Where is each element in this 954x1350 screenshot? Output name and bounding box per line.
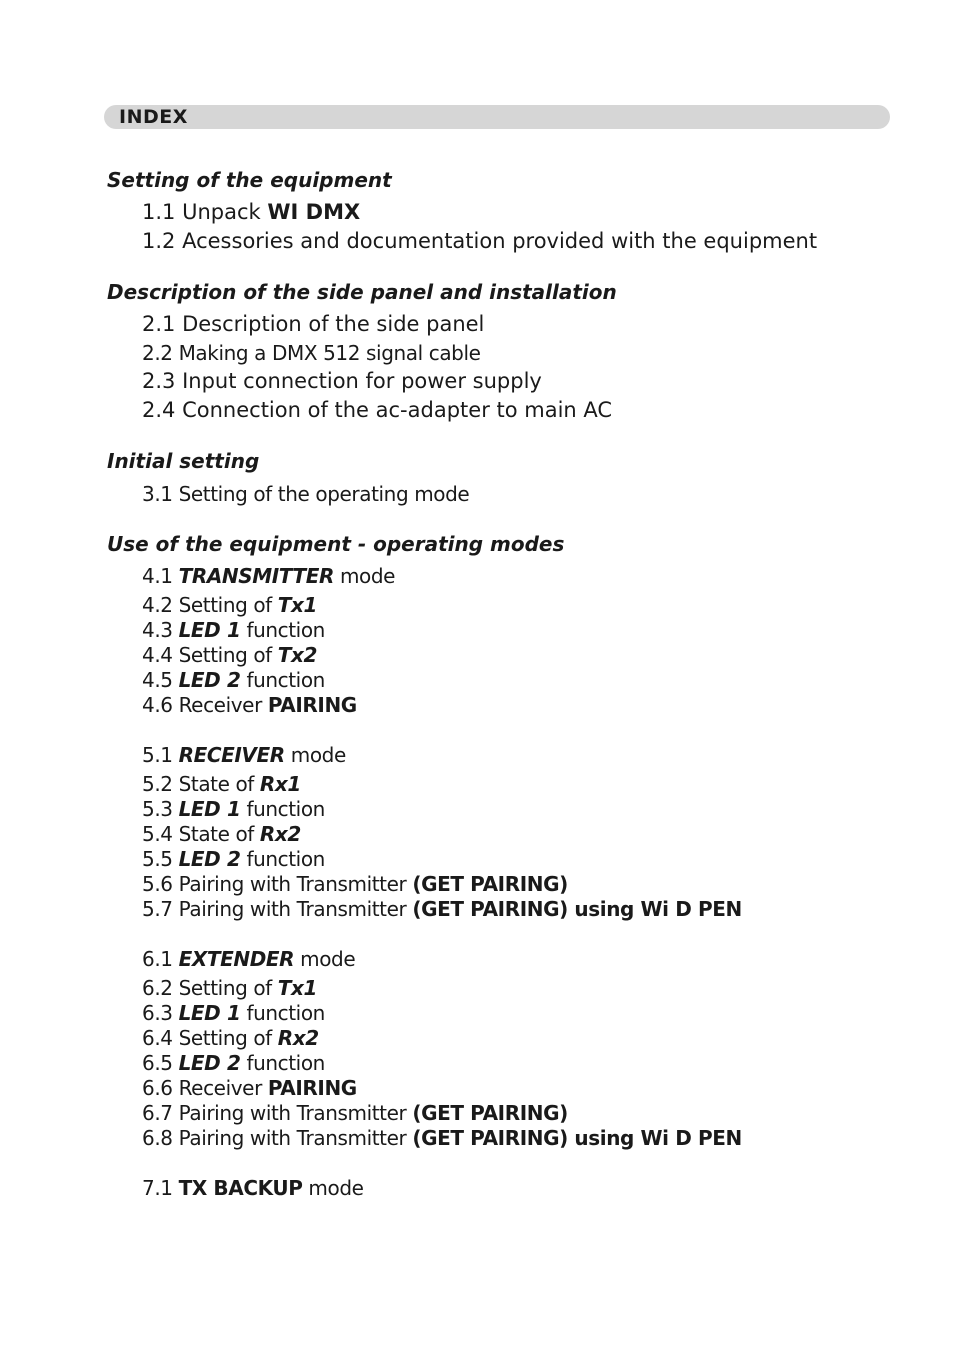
- entry-number: 6.5: [142, 1051, 173, 1075]
- entry-number: 5.4: [142, 822, 173, 846]
- entry-text: function: [246, 797, 325, 821]
- index-header-bar: [104, 105, 890, 129]
- entry-bold: (GET PAIRING): [412, 1101, 568, 1125]
- entry-text: Setting of: [178, 976, 272, 1000]
- entry-number: 7.1: [142, 1176, 173, 1200]
- entry-number: 4.4: [142, 643, 173, 667]
- toc-entry-4-2[interactable]: [142, 593, 317, 617]
- entry-text: function: [246, 668, 325, 692]
- toc-entry-5-7[interactable]: [142, 897, 742, 921]
- entry-number: 5.3: [142, 797, 173, 821]
- entry-text: Making a DMX 512 signal cable: [178, 341, 481, 365]
- toc-entry-5-2[interactable]: [142, 772, 301, 796]
- toc-entry-6-7[interactable]: [142, 1101, 568, 1125]
- entry-emphasis: LED 2: [178, 847, 241, 871]
- entry-number: 5.2: [142, 772, 173, 796]
- section-title-initial: Initial setting: [107, 449, 260, 473]
- entry-text: Pairing with Transmitter: [178, 1126, 407, 1150]
- entry-number: 4.2: [142, 593, 173, 617]
- toc-entry-4-6[interactable]: [142, 693, 357, 717]
- entry-number: 4.3: [142, 618, 173, 642]
- toc-entry-5-3[interactable]: [142, 797, 325, 821]
- toc-entry-6-4[interactable]: [142, 1026, 319, 1050]
- entry-number: 4.6: [142, 693, 173, 717]
- entry-number: 2.1: [142, 312, 176, 336]
- entry-bold: PAIRING: [267, 693, 357, 717]
- entry-text: Setting of: [178, 643, 272, 667]
- entry-text: mode: [339, 564, 396, 588]
- toc-entry-1-1[interactable]: [142, 200, 360, 224]
- entry-text: Receiver: [178, 1076, 262, 1100]
- entry-bold: (GET PAIRING) using Wi D PEN: [412, 1126, 742, 1150]
- toc-entry-1-2[interactable]: [142, 229, 817, 253]
- entry-number: 5.1: [142, 743, 173, 767]
- entry-emphasis: Rx2: [277, 1026, 319, 1050]
- entry-bold: (GET PAIRING): [412, 872, 568, 896]
- entry-number: 6.1: [142, 947, 173, 971]
- entry-emphasis: Tx2: [277, 643, 318, 667]
- entry-text: Pairing with Transmitter: [178, 1101, 407, 1125]
- entry-text: Acessories and documentation provided with the equipment: [182, 229, 818, 253]
- entry-text: function: [246, 1001, 325, 1025]
- entry-text: Unpack: [182, 200, 261, 224]
- entry-text: Setting of the operating mode: [178, 482, 470, 506]
- entry-emphasis: TRANSMITTER: [178, 564, 334, 588]
- entry-number: 5.6: [142, 872, 173, 896]
- entry-number: 2.4: [142, 398, 176, 422]
- entry-emphasis: LED 2: [178, 1051, 241, 1075]
- toc-entry-5-6[interactable]: [142, 872, 568, 896]
- entry-emphasis: Rx2: [259, 822, 301, 846]
- section-title-setting: Setting of the equipment: [107, 168, 392, 192]
- entry-text: Setting of: [178, 1026, 272, 1050]
- toc-entry-7-1[interactable]: [142, 1176, 364, 1200]
- toc-entry-6-1[interactable]: [142, 947, 355, 971]
- toc-entry-6-5[interactable]: [142, 1051, 325, 1075]
- entry-text: State of: [178, 822, 254, 846]
- entry-number: 6.7: [142, 1101, 173, 1125]
- section-title-description: Description of the side panel and installation: [107, 280, 617, 304]
- toc-entry-5-5[interactable]: [142, 847, 325, 871]
- entry-text: Description of the side panel: [182, 312, 485, 336]
- toc-entry-4-5[interactable]: [142, 668, 325, 692]
- entry-text: Connection of the ac-adapter to main AC: [182, 398, 613, 422]
- toc-entry-6-6[interactable]: [142, 1076, 357, 1100]
- toc-entry-5-4[interactable]: [142, 822, 301, 846]
- entry-emphasis: LED 1: [178, 1001, 241, 1025]
- entry-number: 6.8: [142, 1126, 173, 1150]
- entry-number: 6.4: [142, 1026, 173, 1050]
- entry-emphasis: EXTENDER: [178, 947, 295, 971]
- entry-number: 6.3: [142, 1001, 173, 1025]
- toc-entry-2-4[interactable]: [142, 398, 612, 422]
- entry-text: Pairing with Transmitter: [178, 872, 407, 896]
- entry-emphasis: RECEIVER: [178, 743, 285, 767]
- entry-number: 6.2: [142, 976, 173, 1000]
- entry-text: Input connection for power supply: [182, 369, 542, 393]
- toc-entry-6-3[interactable]: [142, 1001, 325, 1025]
- section-title-use: Use of the equipment - operating modes: [107, 532, 565, 556]
- entry-bold: PAIRING: [267, 1076, 357, 1100]
- entry-number: 2.2: [142, 341, 173, 365]
- toc-entry-4-3[interactable]: [142, 618, 325, 642]
- entry-number: 2.3: [142, 369, 176, 393]
- entry-number: 4.5: [142, 668, 173, 692]
- entry-number: 5.5: [142, 847, 173, 871]
- entry-text: mode: [300, 947, 356, 971]
- entry-text: function: [246, 847, 325, 871]
- entry-number: 4.1: [142, 564, 173, 588]
- toc-entry-5-1[interactable]: [142, 743, 346, 767]
- entry-text: mode: [290, 743, 346, 767]
- entry-emphasis: Tx1: [277, 976, 318, 1000]
- toc-entry-2-2[interactable]: [142, 341, 481, 365]
- entry-text: Pairing with Transmitter: [178, 897, 407, 921]
- entry-text: mode: [308, 1176, 364, 1200]
- entry-bold: TX BACKUP: [178, 1176, 303, 1200]
- entry-emphasis: Tx1: [277, 593, 318, 617]
- index-title: INDEX: [119, 106, 188, 128]
- entry-emphasis: LED 1: [178, 797, 241, 821]
- entry-number: 5.7: [142, 897, 173, 921]
- toc-entry-4-1[interactable]: [142, 564, 395, 588]
- entry-number: 6.6: [142, 1076, 173, 1100]
- entry-bold: WI DMX: [267, 200, 361, 224]
- toc-entry-2-1[interactable]: [142, 312, 484, 336]
- toc-entry-3-1[interactable]: [142, 482, 469, 506]
- entry-text: State of: [178, 772, 254, 796]
- entry-text: Setting of: [178, 593, 272, 617]
- toc-entry-4-4[interactable]: [142, 643, 317, 667]
- toc-entry-6-2[interactable]: [142, 976, 317, 1000]
- entry-text: function: [246, 1051, 325, 1075]
- toc-entry-6-8[interactable]: [142, 1126, 742, 1150]
- entry-emphasis: LED 2: [178, 668, 241, 692]
- toc-entry-2-3[interactable]: [142, 369, 542, 393]
- entry-emphasis: Rx1: [259, 772, 301, 796]
- entry-number: 1.1: [142, 200, 176, 224]
- entry-text: function: [246, 618, 325, 642]
- entry-text: Receiver: [178, 693, 262, 717]
- entry-number: 3.1: [142, 482, 173, 506]
- entry-bold: (GET PAIRING) using Wi D PEN: [412, 897, 742, 921]
- entry-number: 1.2: [142, 229, 176, 253]
- entry-emphasis: LED 1: [178, 618, 241, 642]
